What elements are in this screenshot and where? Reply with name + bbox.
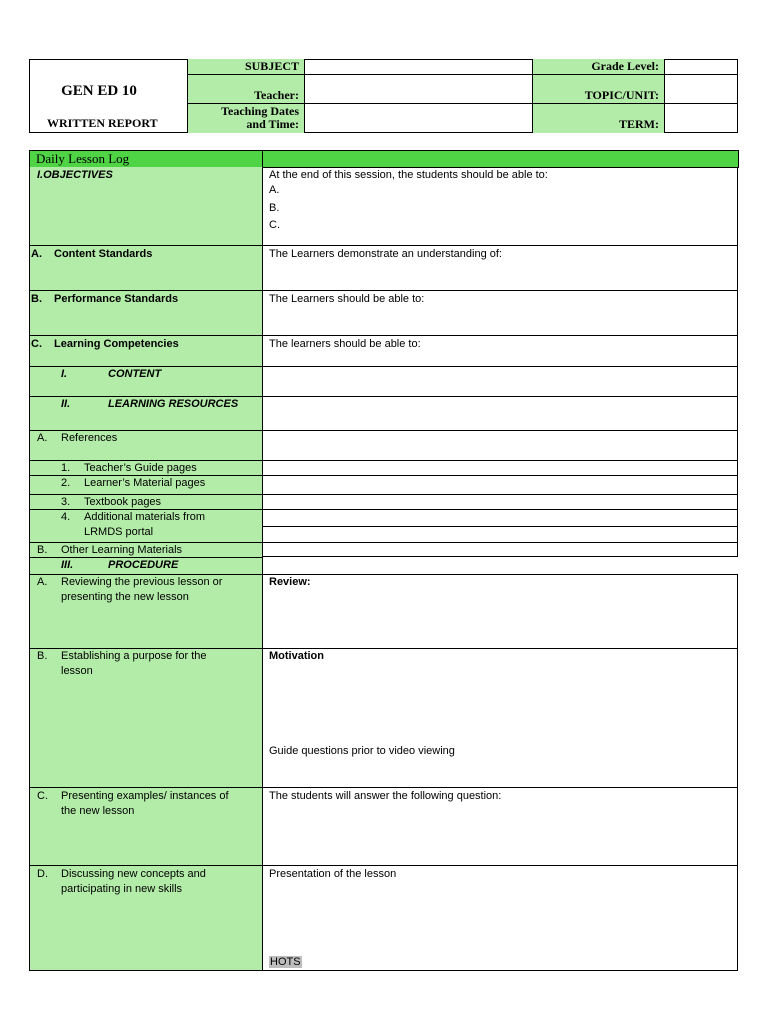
objective-item-b: B. <box>269 202 280 214</box>
topic-label: TOPIC/UNIT: <box>584 88 659 102</box>
ref1-label: Teacher’s Guide pages <box>84 462 197 474</box>
procB-text: Motivation <box>269 650 324 662</box>
left-divider <box>29 335 263 336</box>
procA-text: Review: <box>269 576 311 588</box>
ref3-label: Textbook pages <box>84 496 162 508</box>
other-materials-letter: B. <box>37 544 48 556</box>
procedure-label: PROCEDURE <box>108 559 179 571</box>
content-standards-label: Content Standards <box>54 248 153 260</box>
ref3-cell[interactable] <box>262 494 738 510</box>
objectives-intro: At the end of this session, the students should be able to: <box>269 169 548 181</box>
procC-label: Presenting examples/ instances of the new lesson <box>61 790 229 817</box>
left-divider <box>29 787 263 788</box>
log-title: Daily Lesson Log <box>36 151 130 166</box>
course-title: GEN ED 10 <box>61 83 137 99</box>
resources-label: LEARNING RESOURCES <box>108 398 239 410</box>
objectives-label: I.OBJECTIVES <box>37 169 113 181</box>
competencies-label: Learning Competencies <box>54 338 179 350</box>
ref1-num: 1. <box>61 462 71 474</box>
dates-field[interactable] <box>305 103 532 133</box>
procA-letter: A. <box>37 576 48 588</box>
content-standards-letter: A. <box>31 248 42 260</box>
content-standards-text: The Learners demonstrate an understanding of: <box>269 248 502 260</box>
other-materials-label: Other Learning Materials <box>61 544 183 556</box>
procD-letter: D. <box>37 868 48 880</box>
procedure-num: III. <box>61 559 74 571</box>
resources-num: II. <box>61 398 71 410</box>
topic-field[interactable] <box>665 74 738 103</box>
performance-standards-letter: B. <box>31 293 42 305</box>
procD-text: Presentation of the lesson <box>269 868 397 880</box>
subject-field[interactable] <box>305 59 532 74</box>
hots-highlight: HOTS <box>270 956 301 968</box>
other-materials-cell[interactable] <box>262 542 738 557</box>
content-label: CONTENT <box>108 368 162 380</box>
objective-item-c: C. <box>269 219 280 231</box>
left-divider <box>29 290 263 291</box>
procD-text2 <box>263 955 302 970</box>
ref3-num: 3. <box>61 496 71 508</box>
procB-letter: B. <box>37 650 48 662</box>
content-cell[interactable] <box>262 366 738 397</box>
competencies-letter: C. <box>31 338 42 350</box>
term-label: TERM: <box>619 117 659 131</box>
references-cell[interactable] <box>262 430 738 461</box>
procC-letter: C. <box>37 790 48 802</box>
ref4-num: 4. <box>61 511 71 523</box>
ref1-cell[interactable] <box>262 460 738 476</box>
procD-label: Discussing new concepts and participating in new skills <box>61 868 206 895</box>
procA-label: Reviewing the previous lesson or presenting the new lesson <box>61 576 223 603</box>
procA-cell[interactable] <box>262 574 738 649</box>
ref2-label: Learner’s Material pages <box>84 477 206 489</box>
procB-label: Establishing a purpose for the lesson <box>61 650 207 677</box>
ref4-label: Additional materials from LRMDS portal <box>84 511 206 538</box>
performance-standards-text: The Learners should be able to: <box>269 293 425 305</box>
teacher-label: Teacher: <box>254 88 299 102</box>
left-divider <box>29 245 263 246</box>
subject-label: SUBJECT <box>244 59 299 73</box>
term-field[interactable] <box>665 103 738 133</box>
procB-text2: Guide questions prior to video viewing <box>269 745 455 757</box>
references-letter: A. <box>37 432 48 444</box>
objective-item-a: A. <box>269 184 280 196</box>
teacher-field[interactable] <box>305 74 532 103</box>
procB-cell[interactable] <box>262 648 738 788</box>
ref2-cell[interactable] <box>262 475 738 495</box>
references-label: References <box>61 432 118 444</box>
ref2-num: 2. <box>61 477 71 489</box>
ref4-cell[interactable] <box>262 509 738 527</box>
procC-text: The students will answer the following question: <box>269 790 502 802</box>
competencies-text: The learners should be able to: <box>269 338 421 350</box>
dates-label: Teaching Dates and Time: <box>221 104 299 131</box>
log-title-bar-right <box>262 150 739 168</box>
report-label: WRITTEN REPORT <box>47 116 158 130</box>
ref4-cell-b[interactable] <box>262 526 738 543</box>
performance-standards-label: Performance Standards <box>54 293 179 305</box>
content-num: I. <box>61 368 68 380</box>
grade-label: Grade Level: <box>591 59 659 73</box>
left-divider <box>29 865 263 866</box>
grade-field[interactable] <box>665 59 738 74</box>
resources-cell[interactable] <box>262 396 738 431</box>
